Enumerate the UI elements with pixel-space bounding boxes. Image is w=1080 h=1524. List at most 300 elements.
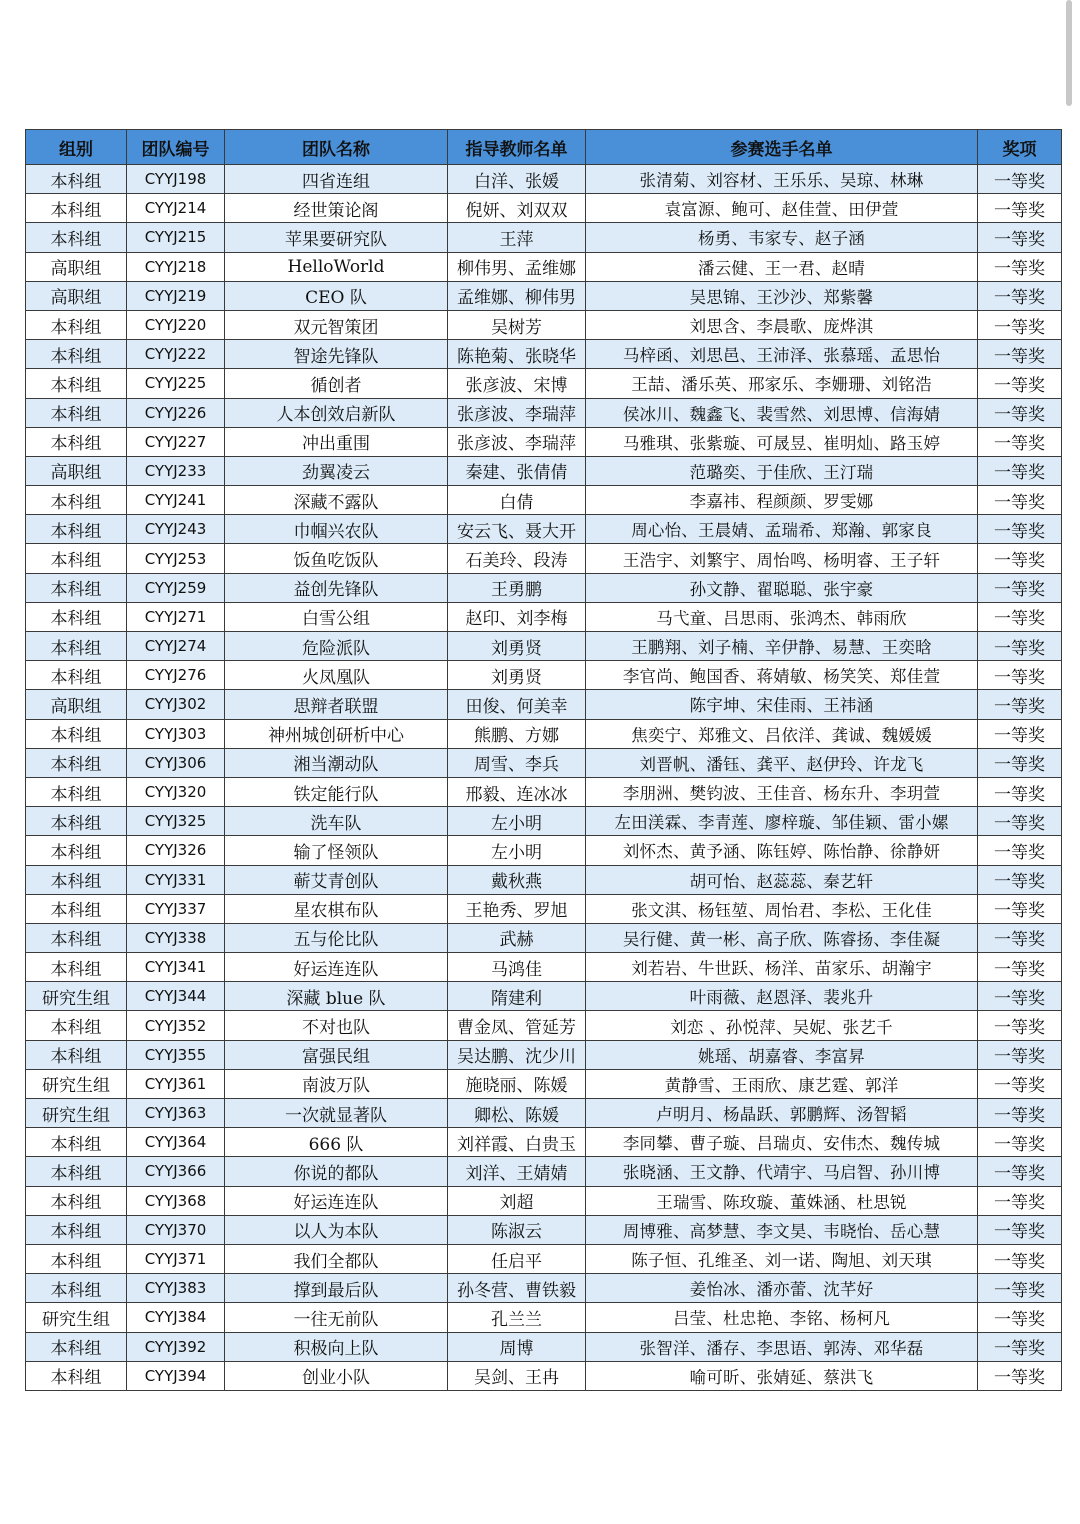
group-cell: 本科组 bbox=[26, 777, 127, 806]
team-name-cell: 你说的都队 bbox=[225, 1157, 448, 1186]
table-row bbox=[26, 1332, 1062, 1361]
table-row bbox=[26, 953, 1062, 982]
team-name-cell: 双元智策团 bbox=[225, 310, 448, 339]
table-row bbox=[26, 807, 1062, 836]
team-id-cell: CYYJ226 bbox=[127, 398, 225, 427]
award-cell: 一等奖 bbox=[978, 1069, 1062, 1098]
members-cell: 潘云健、王一君、赵晴 bbox=[586, 252, 978, 281]
table-body bbox=[26, 165, 1062, 1391]
table-row bbox=[26, 369, 1062, 398]
team-name-cell: 经世策论阁 bbox=[225, 194, 448, 223]
advisors-cell: 邢毅、连冰冰 bbox=[448, 777, 586, 806]
group-cell: 本科组 bbox=[26, 340, 127, 369]
team-id-cell: CYYJ383 bbox=[127, 1274, 225, 1303]
award-cell: 一等奖 bbox=[978, 165, 1062, 194]
team-id-cell: CYYJ355 bbox=[127, 1040, 225, 1069]
award-cell: 一等奖 bbox=[978, 223, 1062, 252]
advisors-cell: 左小明 bbox=[448, 807, 586, 836]
group-cell: 本科组 bbox=[26, 953, 127, 982]
advisors-cell: 张彦波、李瑞萍 bbox=[448, 427, 586, 456]
group-cell: 本科组 bbox=[26, 1186, 127, 1215]
table-row bbox=[26, 865, 1062, 894]
team-id-cell: CYYJ220 bbox=[127, 310, 225, 339]
team-name-cell: 危险派队 bbox=[225, 632, 448, 661]
table-row bbox=[26, 252, 1062, 281]
members-cell: 陈宇坤、宋佳雨、王祎涵 bbox=[586, 690, 978, 719]
team-id-cell: CYYJ302 bbox=[127, 690, 225, 719]
table-row bbox=[26, 223, 1062, 252]
header-row bbox=[26, 130, 1062, 165]
team-name-cell: 劲翼凌云 bbox=[225, 456, 448, 485]
group-cell: 本科组 bbox=[26, 836, 127, 865]
table-row bbox=[26, 194, 1062, 223]
award-cell: 一等奖 bbox=[978, 1099, 1062, 1128]
table-row bbox=[26, 1215, 1062, 1244]
members-cell: 姚瑶、胡嘉睿、李富昇 bbox=[586, 1040, 978, 1069]
award-cell: 一等奖 bbox=[978, 1157, 1062, 1186]
advisors-cell: 陈艳菊、张晓华 bbox=[448, 340, 586, 369]
award-cell: 一等奖 bbox=[978, 515, 1062, 544]
group-cell: 本科组 bbox=[26, 602, 127, 631]
table-row bbox=[26, 632, 1062, 661]
team-name-cell: 撑到最后队 bbox=[225, 1274, 448, 1303]
award-cell: 一等奖 bbox=[978, 1011, 1062, 1040]
group-cell: 本科组 bbox=[26, 748, 127, 777]
team-name-cell: 深藏 blue 队 bbox=[225, 982, 448, 1011]
table-row bbox=[26, 1244, 1062, 1273]
team-name-cell: 洗车队 bbox=[225, 807, 448, 836]
group-cell: 本科组 bbox=[26, 807, 127, 836]
advisors-cell: 孙冬营、曹铁毅 bbox=[448, 1274, 586, 1303]
award-cell: 一等奖 bbox=[978, 1215, 1062, 1244]
award-cell: 一等奖 bbox=[978, 894, 1062, 923]
members-cell: 张晓涵、王文静、代靖宇、马启智、孙川博 bbox=[586, 1157, 978, 1186]
team-id-cell: CYYJ325 bbox=[127, 807, 225, 836]
group-cell: 本科组 bbox=[26, 427, 127, 456]
team-id-cell: CYYJ222 bbox=[127, 340, 225, 369]
advisors-cell: 戴秋燕 bbox=[448, 865, 586, 894]
advisors-cell: 孔兰兰 bbox=[448, 1303, 586, 1332]
table-row bbox=[26, 690, 1062, 719]
members-cell: 周心怡、王晨婧、孟瑞希、郑瀚、郭家良 bbox=[586, 515, 978, 544]
team-name-cell: 积极向上队 bbox=[225, 1332, 448, 1361]
members-cell: 陈子恒、孔维圣、刘一诺、陶旭、刘天琪 bbox=[586, 1244, 978, 1273]
award-cell: 一等奖 bbox=[978, 602, 1062, 631]
team-name-cell: 富强民组 bbox=[225, 1040, 448, 1069]
team-name-cell: 好运连连队 bbox=[225, 953, 448, 982]
team-id-cell: CYYJ337 bbox=[127, 894, 225, 923]
award-cell: 一等奖 bbox=[978, 1332, 1062, 1361]
award-cell: 一等奖 bbox=[978, 982, 1062, 1011]
team-name-cell: 思辩者联盟 bbox=[225, 690, 448, 719]
award-cell: 一等奖 bbox=[978, 1128, 1062, 1157]
advisors-cell: 张彦波、李瑞萍 bbox=[448, 398, 586, 427]
group-cell: 本科组 bbox=[26, 1274, 127, 1303]
team-id-cell: CYYJ241 bbox=[127, 486, 225, 515]
advisors-cell: 白倩 bbox=[448, 486, 586, 515]
award-cell: 一等奖 bbox=[978, 544, 1062, 573]
team-id-cell: CYYJ306 bbox=[127, 748, 225, 777]
team-name-cell: 白雪公组 bbox=[225, 602, 448, 631]
group-cell: 本科组 bbox=[26, 1157, 127, 1186]
group-cell: 本科组 bbox=[26, 310, 127, 339]
team-id-cell: CYYJ371 bbox=[127, 1244, 225, 1273]
advisors-cell: 刘洋、王婧婧 bbox=[448, 1157, 586, 1186]
team-id-cell: CYYJ361 bbox=[127, 1069, 225, 1098]
members-cell: 孙文静、翟聪聪、张宇豪 bbox=[586, 573, 978, 602]
award-cell: 一等奖 bbox=[978, 573, 1062, 602]
members-cell: 刘思含、李晨歌、庞烨淇 bbox=[586, 310, 978, 339]
team-id-cell: CYYJ218 bbox=[127, 252, 225, 281]
team-name-cell: 循创者 bbox=[225, 369, 448, 398]
table-row bbox=[26, 602, 1062, 631]
members-cell: 焦奕宁、郑雅文、吕依洋、龚诚、魏媛媛 bbox=[586, 719, 978, 748]
award-cell: 一等奖 bbox=[978, 719, 1062, 748]
advisors-cell: 施晓丽、陈媛 bbox=[448, 1069, 586, 1098]
award-cell: 一等奖 bbox=[978, 923, 1062, 952]
team-id-cell: CYYJ326 bbox=[127, 836, 225, 865]
members-cell: 李嘉祎、程颜颜、罗雯娜 bbox=[586, 486, 978, 515]
members-cell: 马梓函、刘思邑、王沛泽、张慕瑶、孟思怡 bbox=[586, 340, 978, 369]
table-row bbox=[26, 1186, 1062, 1215]
table-row bbox=[26, 427, 1062, 456]
award-cell: 一等奖 bbox=[978, 1303, 1062, 1332]
team-name-cell: 五与伦比队 bbox=[225, 923, 448, 952]
team-name-cell: 苹果要研究队 bbox=[225, 223, 448, 252]
team-name-cell: 好运连连队 bbox=[225, 1186, 448, 1215]
group-cell: 研究生组 bbox=[26, 1099, 127, 1128]
advisors-cell: 周雪、李兵 bbox=[448, 748, 586, 777]
award-cell: 一等奖 bbox=[978, 661, 1062, 690]
team-name-cell: 蕲艾青创队 bbox=[225, 865, 448, 894]
table-row bbox=[26, 1361, 1062, 1390]
awards-table bbox=[25, 129, 1062, 1391]
group-cell: 高职组 bbox=[26, 281, 127, 310]
award-cell: 一等奖 bbox=[978, 1040, 1062, 1069]
group-cell: 本科组 bbox=[26, 165, 127, 194]
members-cell: 李官尚、鲍国香、蒋婧敏、杨笑笑、郑佳萱 bbox=[586, 661, 978, 690]
group-cell: 研究生组 bbox=[26, 1069, 127, 1098]
team-name-cell: 湘当潮动队 bbox=[225, 748, 448, 777]
group-cell: 本科组 bbox=[26, 661, 127, 690]
members-cell: 吕莹、杜忠艳、李铭、杨柯凡 bbox=[586, 1303, 978, 1332]
table-row bbox=[26, 982, 1062, 1011]
team-name-cell: 一次就显著队 bbox=[225, 1099, 448, 1128]
team-id-cell: CYYJ233 bbox=[127, 456, 225, 485]
team-name-cell: 我们全都队 bbox=[225, 1244, 448, 1273]
team-id-cell: CYYJ352 bbox=[127, 1011, 225, 1040]
team-id-cell: CYYJ243 bbox=[127, 515, 225, 544]
advisors-cell: 刘超 bbox=[448, 1186, 586, 1215]
members-cell: 刘晋帆、潘钰、龚平、赵伊玲、许龙飞 bbox=[586, 748, 978, 777]
advisors-cell: 田俊、何美幸 bbox=[448, 690, 586, 719]
members-cell: 周博雅、高梦慧、李文昊、韦晓怡、岳心慧 bbox=[586, 1215, 978, 1244]
scrollbar[interactable] bbox=[1066, 0, 1072, 106]
team-name-cell: 输了怪领队 bbox=[225, 836, 448, 865]
members-cell: 王瑞雪、陈玫璇、董姝涵、杜思锐 bbox=[586, 1186, 978, 1215]
team-id-cell: CYYJ227 bbox=[127, 427, 225, 456]
team-id-cell: CYYJ219 bbox=[127, 281, 225, 310]
group-cell: 本科组 bbox=[26, 1215, 127, 1244]
award-cell: 一等奖 bbox=[978, 486, 1062, 515]
team-id-cell: CYYJ394 bbox=[127, 1361, 225, 1390]
team-id-cell: CYYJ366 bbox=[127, 1157, 225, 1186]
table-row bbox=[26, 573, 1062, 602]
advisors-cell: 张彦波、宋博 bbox=[448, 369, 586, 398]
award-cell: 一等奖 bbox=[978, 807, 1062, 836]
header-members: 参赛选手名单 bbox=[586, 130, 978, 165]
team-id-cell: CYYJ368 bbox=[127, 1186, 225, 1215]
advisors-cell: 刘祥霞、白贵玉 bbox=[448, 1128, 586, 1157]
members-cell: 叶雨薇、赵恩泽、裴兆升 bbox=[586, 982, 978, 1011]
advisors-cell: 卿松、陈媛 bbox=[448, 1099, 586, 1128]
advisors-cell: 吴树芳 bbox=[448, 310, 586, 339]
team-name-cell: 四省连组 bbox=[225, 165, 448, 194]
advisors-cell: 倪妍、刘双双 bbox=[448, 194, 586, 223]
team-id-cell: CYYJ271 bbox=[127, 602, 225, 631]
team-name-cell: 神州城创研析中心 bbox=[225, 719, 448, 748]
group-cell: 本科组 bbox=[26, 923, 127, 952]
award-cell: 一等奖 bbox=[978, 690, 1062, 719]
members-cell: 张清菊、刘容材、王乐乐、吴琼、林琳 bbox=[586, 165, 978, 194]
team-name-cell: 不对也队 bbox=[225, 1011, 448, 1040]
advisors-cell: 曹金凤、管延芳 bbox=[448, 1011, 586, 1040]
header-team-id: 团队编号 bbox=[127, 130, 225, 165]
team-id-cell: CYYJ344 bbox=[127, 982, 225, 1011]
group-cell: 本科组 bbox=[26, 719, 127, 748]
team-id-cell: CYYJ320 bbox=[127, 777, 225, 806]
award-cell: 一等奖 bbox=[978, 1186, 1062, 1215]
table-row bbox=[26, 398, 1062, 427]
group-cell: 高职组 bbox=[26, 252, 127, 281]
members-cell: 袁富源、鲍可、赵佳萱、田伊萱 bbox=[586, 194, 978, 223]
table-row bbox=[26, 1011, 1062, 1040]
team-name-cell: 666 队 bbox=[225, 1128, 448, 1157]
group-cell: 本科组 bbox=[26, 398, 127, 427]
group-cell: 本科组 bbox=[26, 515, 127, 544]
team-id-cell: CYYJ341 bbox=[127, 953, 225, 982]
group-cell: 本科组 bbox=[26, 1361, 127, 1390]
team-id-cell: CYYJ274 bbox=[127, 632, 225, 661]
advisors-cell: 陈淑云 bbox=[448, 1215, 586, 1244]
table-row bbox=[26, 1040, 1062, 1069]
table-row bbox=[26, 1274, 1062, 1303]
table-row bbox=[26, 1099, 1062, 1128]
table-row bbox=[26, 923, 1062, 952]
team-name-cell: 冲出重围 bbox=[225, 427, 448, 456]
members-cell: 王喆、潘乐英、邢家乐、李姗珊、刘铭浩 bbox=[586, 369, 978, 398]
award-cell: 一等奖 bbox=[978, 777, 1062, 806]
table-row bbox=[26, 661, 1062, 690]
team-name-cell: 人本创效启新队 bbox=[225, 398, 448, 427]
members-cell: 吴行健、黄一彬、高子欣、陈睿扬、李佳凝 bbox=[586, 923, 978, 952]
advisors-cell: 赵印、刘李梅 bbox=[448, 602, 586, 631]
group-cell: 本科组 bbox=[26, 1011, 127, 1040]
group-cell: 本科组 bbox=[26, 369, 127, 398]
members-cell: 李朋洲、樊钧波、王佳音、杨东升、李玥萱 bbox=[586, 777, 978, 806]
table-row bbox=[26, 894, 1062, 923]
team-id-cell: CYYJ259 bbox=[127, 573, 225, 602]
table-row bbox=[26, 340, 1062, 369]
team-id-cell: CYYJ392 bbox=[127, 1332, 225, 1361]
team-id-cell: CYYJ338 bbox=[127, 923, 225, 952]
members-cell: 喻可昕、张婧延、蔡洪飞 bbox=[586, 1361, 978, 1390]
group-cell: 本科组 bbox=[26, 865, 127, 894]
advisors-cell: 刘勇贤 bbox=[448, 632, 586, 661]
advisors-cell: 周博 bbox=[448, 1332, 586, 1361]
advisors-cell: 王艳秀、罗旭 bbox=[448, 894, 586, 923]
award-cell: 一等奖 bbox=[978, 836, 1062, 865]
team-name-cell: 南波万队 bbox=[225, 1069, 448, 1098]
group-cell: 本科组 bbox=[26, 194, 127, 223]
advisors-cell: 柳伟男、孟维娜 bbox=[448, 252, 586, 281]
award-cell: 一等奖 bbox=[978, 398, 1062, 427]
members-cell: 胡可怡、赵蕊蕊、秦艺轩 bbox=[586, 865, 978, 894]
team-id-cell: CYYJ276 bbox=[127, 661, 225, 690]
group-cell: 本科组 bbox=[26, 1332, 127, 1361]
award-cell: 一等奖 bbox=[978, 748, 1062, 777]
members-cell: 卢明月、杨晶跃、郭鹏辉、汤智韬 bbox=[586, 1099, 978, 1128]
group-cell: 研究生组 bbox=[26, 1303, 127, 1332]
advisors-cell: 王萍 bbox=[448, 223, 586, 252]
team-name-cell: 深藏不露队 bbox=[225, 486, 448, 515]
advisors-cell: 武赫 bbox=[448, 923, 586, 952]
team-name-cell: CEO 队 bbox=[225, 281, 448, 310]
team-id-cell: CYYJ198 bbox=[127, 165, 225, 194]
group-cell: 本科组 bbox=[26, 1128, 127, 1157]
members-cell: 刘恋 、孙悦萍、吴妮、张艺千 bbox=[586, 1011, 978, 1040]
group-cell: 高职组 bbox=[26, 456, 127, 485]
advisors-cell: 左小明 bbox=[448, 836, 586, 865]
members-cell: 李同攀、曹子璇、吕瑞贞、安伟杰、魏传城 bbox=[586, 1128, 978, 1157]
table-row bbox=[26, 281, 1062, 310]
advisors-cell: 隋建利 bbox=[448, 982, 586, 1011]
award-cell: 一等奖 bbox=[978, 427, 1062, 456]
advisors-cell: 秦建、张倩倩 bbox=[448, 456, 586, 485]
members-cell: 马弋童、吕思雨、张鸿杰、韩雨欣 bbox=[586, 602, 978, 631]
team-name-cell: 火凤凰队 bbox=[225, 661, 448, 690]
advisors-cell: 刘勇贤 bbox=[448, 661, 586, 690]
team-id-cell: CYYJ225 bbox=[127, 369, 225, 398]
members-cell: 范璐奕、于佳欣、王汀瑞 bbox=[586, 456, 978, 485]
members-cell: 王浩宇、刘繁宇、周怡鸣、杨明睿、王子轩 bbox=[586, 544, 978, 573]
award-cell: 一等奖 bbox=[978, 953, 1062, 982]
team-name-cell: 星农棋布队 bbox=[225, 894, 448, 923]
table-row bbox=[26, 836, 1062, 865]
table-row bbox=[26, 310, 1062, 339]
members-cell: 侯冰川、魏鑫飞、裴雪然、刘思博、信海婧 bbox=[586, 398, 978, 427]
team-name-cell: HelloWorld bbox=[225, 252, 448, 281]
team-name-cell: 饭鱼吃饭队 bbox=[225, 544, 448, 573]
award-cell: 一等奖 bbox=[978, 1244, 1062, 1273]
team-id-cell: CYYJ253 bbox=[127, 544, 225, 573]
advisors-cell: 熊鹏、方娜 bbox=[448, 719, 586, 748]
team-name-cell: 以人为本队 bbox=[225, 1215, 448, 1244]
advisors-cell: 吴达鹏、沈少川 bbox=[448, 1040, 586, 1069]
team-id-cell: CYYJ214 bbox=[127, 194, 225, 223]
team-name-cell: 一往无前队 bbox=[225, 1303, 448, 1332]
members-cell: 刘若岩、牛世跃、杨洋、苗家乐、胡瀚宇 bbox=[586, 953, 978, 982]
table-row bbox=[26, 165, 1062, 194]
advisors-cell: 安云飞、聂大开 bbox=[448, 515, 586, 544]
award-cell: 一等奖 bbox=[978, 369, 1062, 398]
table-row bbox=[26, 486, 1062, 515]
team-name-cell: 创业小队 bbox=[225, 1361, 448, 1390]
team-id-cell: CYYJ363 bbox=[127, 1099, 225, 1128]
table-row bbox=[26, 1128, 1062, 1157]
group-cell: 本科组 bbox=[26, 544, 127, 573]
group-cell: 本科组 bbox=[26, 486, 127, 515]
advisors-cell: 任启平 bbox=[448, 1244, 586, 1273]
group-cell: 本科组 bbox=[26, 223, 127, 252]
table-row bbox=[26, 1157, 1062, 1186]
table-row bbox=[26, 515, 1062, 544]
group-cell: 本科组 bbox=[26, 632, 127, 661]
award-cell: 一等奖 bbox=[978, 194, 1062, 223]
group-cell: 本科组 bbox=[26, 894, 127, 923]
table-row bbox=[26, 748, 1062, 777]
members-cell: 黄静雪、王雨欣、康艺霆、郭洋 bbox=[586, 1069, 978, 1098]
header-advisors: 指导教师名单 bbox=[448, 130, 586, 165]
team-id-cell: CYYJ370 bbox=[127, 1215, 225, 1244]
team-id-cell: CYYJ331 bbox=[127, 865, 225, 894]
award-cell: 一等奖 bbox=[978, 1361, 1062, 1390]
members-cell: 张文淇、杨钰堃、周怡君、李松、王化佳 bbox=[586, 894, 978, 923]
group-cell: 本科组 bbox=[26, 1244, 127, 1273]
table-row bbox=[26, 1069, 1062, 1098]
members-cell: 张智洋、潘存、李思语、郭涛、邓华磊 bbox=[586, 1332, 978, 1361]
members-cell: 刘怀杰、黄予涵、陈钰婷、陈怡静、徐静妍 bbox=[586, 836, 978, 865]
group-cell: 高职组 bbox=[26, 690, 127, 719]
award-cell: 一等奖 bbox=[978, 252, 1062, 281]
members-cell: 吴思锦、王沙沙、郑紫馨 bbox=[586, 281, 978, 310]
award-cell: 一等奖 bbox=[978, 456, 1062, 485]
team-id-cell: CYYJ303 bbox=[127, 719, 225, 748]
team-name-cell: 智途先锋队 bbox=[225, 340, 448, 369]
advisors-cell: 马鸿佳 bbox=[448, 953, 586, 982]
team-id-cell: CYYJ215 bbox=[127, 223, 225, 252]
header-group: 组别 bbox=[26, 130, 127, 165]
members-cell: 王鹏翔、刘子楠、辛伊静、易慧、王奕晗 bbox=[586, 632, 978, 661]
award-cell: 一等奖 bbox=[978, 281, 1062, 310]
members-cell: 杨勇、韦家专、赵子涵 bbox=[586, 223, 978, 252]
team-name-cell: 巾帼兴农队 bbox=[225, 515, 448, 544]
team-id-cell: CYYJ364 bbox=[127, 1128, 225, 1157]
award-cell: 一等奖 bbox=[978, 340, 1062, 369]
members-cell: 姜怡冰、潘亦蕾、沈芊好 bbox=[586, 1274, 978, 1303]
members-cell: 马雅琪、张紫璇、可晟昱、崔明灿、路玉婷 bbox=[586, 427, 978, 456]
advisors-cell: 白洋、张媛 bbox=[448, 165, 586, 194]
members-cell: 左田渼霖、李青莲、廖梓璇、邹佳颖、雷小嫘 bbox=[586, 807, 978, 836]
advisors-cell: 吴剑、王冉 bbox=[448, 1361, 586, 1390]
table-row bbox=[26, 544, 1062, 573]
table-row bbox=[26, 456, 1062, 485]
team-name-cell: 益创先锋队 bbox=[225, 573, 448, 602]
award-cell: 一等奖 bbox=[978, 310, 1062, 339]
table-row bbox=[26, 719, 1062, 748]
header-award: 奖项 bbox=[978, 130, 1062, 165]
header-team-name: 团队名称 bbox=[225, 130, 448, 165]
group-cell: 本科组 bbox=[26, 573, 127, 602]
advisors-cell: 孟维娜、柳伟男 bbox=[448, 281, 586, 310]
award-cell: 一等奖 bbox=[978, 1274, 1062, 1303]
advisors-cell: 王勇鹏 bbox=[448, 573, 586, 602]
group-cell: 本科组 bbox=[26, 1040, 127, 1069]
award-cell: 一等奖 bbox=[978, 632, 1062, 661]
group-cell: 研究生组 bbox=[26, 982, 127, 1011]
team-id-cell: CYYJ384 bbox=[127, 1303, 225, 1332]
table-row bbox=[26, 1303, 1062, 1332]
